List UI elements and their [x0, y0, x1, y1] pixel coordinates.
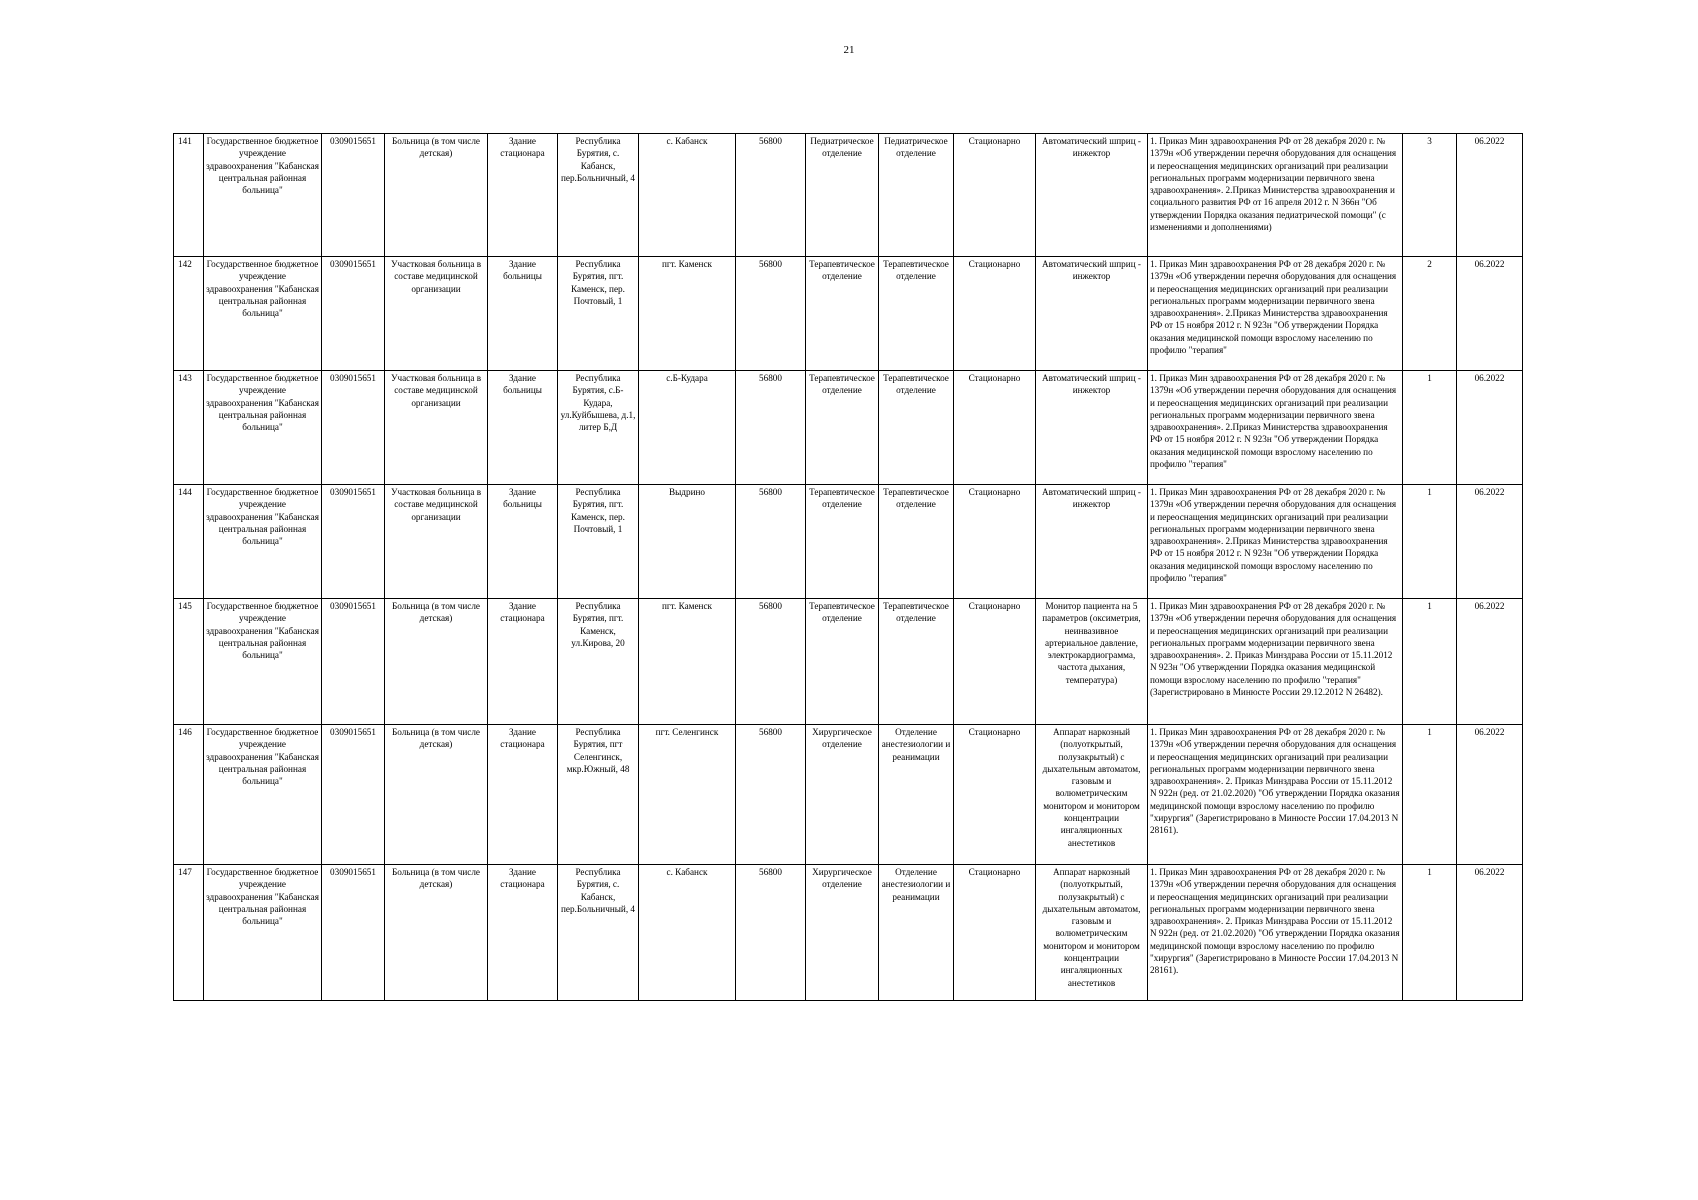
quantity: 1 — [1403, 599, 1457, 725]
organization-name: Государственное бюджетное учреждение здравоохранения "Кабанская центральная районная больница" — [204, 257, 322, 371]
table-row — [174, 371, 1523, 485]
legal-basis: 1. Приказ Мин здравоохранения РФ от 28 декабря 2020 г. № 1379н «Об утверждении перечня оборудования для оснащения и переоснащения медицинских организаций при реализации региональных программ модернизации первичного звена здравоохранения». 2.Приказ Министерства здравоохранения РФ от 15 ноября 2012 г. N 923н "Об утверждении Порядка оказания медицинской помощи взрослому населению по профилю "терапия" — [1148, 371, 1403, 485]
organization-code: 0309015651 — [322, 599, 385, 725]
page-number: 21 — [843, 44, 855, 56]
delivery-date: 06.2022 — [1457, 599, 1523, 725]
delivery-date: 06.2022 — [1457, 257, 1523, 371]
care-type: Стационарно — [954, 371, 1036, 485]
care-type: Стационарно — [954, 599, 1036, 725]
row-number: 145 — [174, 599, 204, 725]
equipment-table — [173, 133, 1523, 1001]
organization-name: Государственное бюджетное учреждение здравоохранения "Кабанская центральная районная больница" — [204, 599, 322, 725]
row-number: 143 — [174, 371, 204, 485]
department: Терапевтическое отделение — [806, 485, 879, 599]
address: Республика Бурятия, с.Б-Кудара, ул.Куйбышева, д.1, литер Б,Д — [558, 371, 639, 485]
delivery-date: 06.2022 — [1457, 134, 1523, 257]
department: Хирургическое отделение — [806, 725, 879, 865]
locality: пгт. Каменск — [639, 599, 736, 725]
address: Республика Бурятия, пгт. Каменск, пер. Почтовый, 1 — [558, 485, 639, 599]
building-type: Здание стационара — [488, 865, 558, 1001]
building-type: Здание больницы — [488, 257, 558, 371]
equipment-name: Аппарат наркозный (полуоткрытый, полузакрытый) с дыхательным автоматом, газовым и волюметрическим монитором и монитором концентрации ингаляционных анестетиков — [1036, 725, 1148, 865]
department: Педиатрическое отделение — [806, 134, 879, 257]
facility-type: Больница (в том числе детская) — [385, 599, 488, 725]
care-type: Стационарно — [954, 134, 1036, 257]
okato-code: 56800 — [736, 371, 806, 485]
quantity: 1 — [1403, 725, 1457, 865]
care-type: Стационарно — [954, 257, 1036, 371]
legal-basis: 1. Приказ Мин здравоохранения РФ от 28 декабря 2020 г. № 1379н «Об утверждении перечня оборудования для оснащения и переоснащения медицинских организаций при реализации региональных программ модернизации первичного звена здравоохранения». 2. Приказ Минздрава России от 15.11.2012 N 922н (ред. от 21.02.2020) "Об утверждении Порядка оказания медицинской помощи взрослому населению по профилю "хирургия" (Зарегистрировано в Минюсте России 17.04.2013 N 28161). — [1148, 725, 1403, 865]
facility-type: Больница (в том числе детская) — [385, 865, 488, 1001]
organization-code: 0309015651 — [322, 865, 385, 1001]
quantity: 1 — [1403, 485, 1457, 599]
facility-type: Участковая больница в составе медицинской организации — [385, 257, 488, 371]
legal-basis: 1. Приказ Мин здравоохранения РФ от 28 декабря 2020 г. № 1379н «Об утверждении перечня оборудования для оснащения и переоснащения медицинских организаций при реализации региональных программ модернизации первичного звена здравоохранения». 2. Приказ Минздрава России от 15.11.2012 N 923н "Об утверждении Порядка оказания медицинской помощи взрослому населению по профилю "терапия" (Зарегистрировано в Минюсте России 29.12.2012 N 26482). — [1148, 599, 1403, 725]
department: Терапевтическое отделение — [806, 599, 879, 725]
facility-type: Участковая больница в составе медицинской организации — [385, 485, 488, 599]
table-row — [174, 134, 1523, 257]
legal-basis: 1. Приказ Мин здравоохранения РФ от 28 декабря 2020 г. № 1379н «Об утверждении перечня оборудования для оснащения и переоснащения медицинских организаций при реализации региональных программ модернизации первичного звена здравоохранения». 2.Приказ Министерства здравоохранения РФ от 15 ноября 2012 г. N 923н "Об утверждении Порядка оказания медицинской помощи взрослому населению по профилю "терапия" — [1148, 257, 1403, 371]
department-profile: Педиатрическое отделение — [879, 134, 954, 257]
quantity: 1 — [1403, 865, 1457, 1001]
row-number: 146 — [174, 725, 204, 865]
organization-code: 0309015651 — [322, 485, 385, 599]
legal-basis: 1. Приказ Мин здравоохранения РФ от 28 декабря 2020 г. № 1379н «Об утверждении перечня оборудования для оснащения и переоснащения медицинских организаций при реализации региональных программ модернизации первичного звена здравоохранения». 2.Приказ Министерства здравоохранения РФ от 15 ноября 2012 г. N 923н "Об утверждении Порядка оказания медицинской помощи взрослому населению по профилю "терапия" — [1148, 485, 1403, 599]
address: Республика Бурятия, пгт Селенгинск, мкр.Южный, 48 — [558, 725, 639, 865]
address: Республика Бурятия, с. Кабанск, пер.Больничный, 4 — [558, 865, 639, 1001]
facility-type: Больница (в том числе детская) — [385, 725, 488, 865]
organization-name: Государственное бюджетное учреждение здравоохранения "Кабанская центральная районная больница" — [204, 725, 322, 865]
equipment-name: Аппарат наркозный (полуоткрытый, полузакрытый) с дыхательным автоматом, газовым и волюметрическим монитором и монитором концентрации ингаляционных анестетиков — [1036, 865, 1148, 1001]
delivery-date: 06.2022 — [1457, 371, 1523, 485]
department: Хирургическое отделение — [806, 865, 879, 1001]
okato-code: 56800 — [736, 257, 806, 371]
row-number: 144 — [174, 485, 204, 599]
okato-code: 56800 — [736, 865, 806, 1001]
organization-code: 0309015651 — [322, 257, 385, 371]
building-type: Здание стационара — [488, 725, 558, 865]
department-profile: Отделение анестезиологии и реанимации — [879, 865, 954, 1001]
delivery-date: 06.2022 — [1457, 485, 1523, 599]
locality: с.Б-Кудара — [639, 371, 736, 485]
quantity: 2 — [1403, 257, 1457, 371]
equipment-name: Автоматический шприц - инжектор — [1036, 134, 1148, 257]
equipment-name: Автоматический шприц - инжектор — [1036, 371, 1148, 485]
delivery-date: 06.2022 — [1457, 865, 1523, 1001]
quantity: 1 — [1403, 371, 1457, 485]
table-row — [174, 485, 1523, 599]
row-number: 142 — [174, 257, 204, 371]
row-number: 147 — [174, 865, 204, 1001]
building-type: Здание стационара — [488, 599, 558, 725]
equipment-name: Автоматический шприц - инжектор — [1036, 257, 1148, 371]
facility-type: Участковая больница в составе медицинской организации — [385, 371, 488, 485]
organization-name: Государственное бюджетное учреждение здравоохранения "Кабанская центральная районная больница" — [204, 134, 322, 257]
okato-code: 56800 — [736, 485, 806, 599]
locality: с. Кабанск — [639, 865, 736, 1001]
okato-code: 56800 — [736, 725, 806, 865]
department: Терапевтическое отделение — [806, 371, 879, 485]
department: Терапевтическое отделение — [806, 257, 879, 371]
locality: пгт. Селенгинск — [639, 725, 736, 865]
equipment-name: Монитор пациента на 5 параметров (оксиметрия, неинвазивное артериальное давление, электрокардиограмма, частота дыхания, температура) — [1036, 599, 1148, 725]
table-row — [174, 599, 1523, 725]
okato-code: 56800 — [736, 134, 806, 257]
address: Республика Бурятия, пгт. Каменск, ул.Кирова, 20 — [558, 599, 639, 725]
building-type: Здание стационара — [488, 134, 558, 257]
address: Республика Бурятия, пгт. Каменск, пер. Почтовый, 1 — [558, 257, 639, 371]
building-type: Здание больницы — [488, 485, 558, 599]
row-number: 141 — [174, 134, 204, 257]
organization-name: Государственное бюджетное учреждение здравоохранения "Кабанская центральная районная больница" — [204, 485, 322, 599]
legal-basis: 1. Приказ Мин здравоохранения РФ от 28 декабря 2020 г. № 1379н «Об утверждении перечня оборудования для оснащения и переоснащения медицинских организаций при реализации региональных программ модернизации первичного звена здравоохранения». 2.Приказ Министерства здравоохранения и социального развития РФ от 16 апреля 2012 г. N 366н "Об утверждении Порядка оказания педиатрической помощи" (с изменениями и дополнениями) — [1148, 134, 1403, 257]
department-profile: Терапевтическое отделение — [879, 257, 954, 371]
building-type: Здание больницы — [488, 371, 558, 485]
table-row — [174, 725, 1523, 865]
locality: пгт. Каменск — [639, 257, 736, 371]
organization-code: 0309015651 — [322, 725, 385, 865]
care-type: Стационарно — [954, 865, 1036, 1001]
organization-code: 0309015651 — [322, 371, 385, 485]
department-profile: Терапевтическое отделение — [879, 371, 954, 485]
locality: Выдрино — [639, 485, 736, 599]
okato-code: 56800 — [736, 599, 806, 725]
table-row — [174, 865, 1523, 1001]
organization-name: Государственное бюджетное учреждение здравоохранения "Кабанская центральная районная больница" — [204, 865, 322, 1001]
equipment-name: Автоматический шприц - инжектор — [1036, 485, 1148, 599]
legal-basis: 1. Приказ Мин здравоохранения РФ от 28 декабря 2020 г. № 1379н «Об утверждении перечня оборудования для оснащения и переоснащения медицинских организаций при реализации региональных программ модернизации первичного звена здравоохранения». 2. Приказ Минздрава России от 15.11.2012 N 922н (ред. от 21.02.2020) "Об утверждении Порядка оказания медицинской помощи взрослому населению по профилю "хирургия" (Зарегистрировано в Минюсте России 17.04.2013 N 28161). — [1148, 865, 1403, 1001]
delivery-date: 06.2022 — [1457, 725, 1523, 865]
department-profile: Терапевтическое отделение — [879, 485, 954, 599]
address: Республика Бурятия, с. Кабанск, пер.Больничный, 4 — [558, 134, 639, 257]
organization-name: Государственное бюджетное учреждение здравоохранения "Кабанская центральная районная больница" — [204, 371, 322, 485]
care-type: Стационарно — [954, 485, 1036, 599]
department-profile: Отделение анестезиологии и реанимации — [879, 725, 954, 865]
quantity: 3 — [1403, 134, 1457, 257]
care-type: Стационарно — [954, 725, 1036, 865]
locality: с. Кабанск — [639, 134, 736, 257]
department-profile: Терапевтическое отделение — [879, 599, 954, 725]
facility-type: Больница (в том числе детская) — [385, 134, 488, 257]
table-row — [174, 257, 1523, 371]
organization-code: 0309015651 — [322, 134, 385, 257]
